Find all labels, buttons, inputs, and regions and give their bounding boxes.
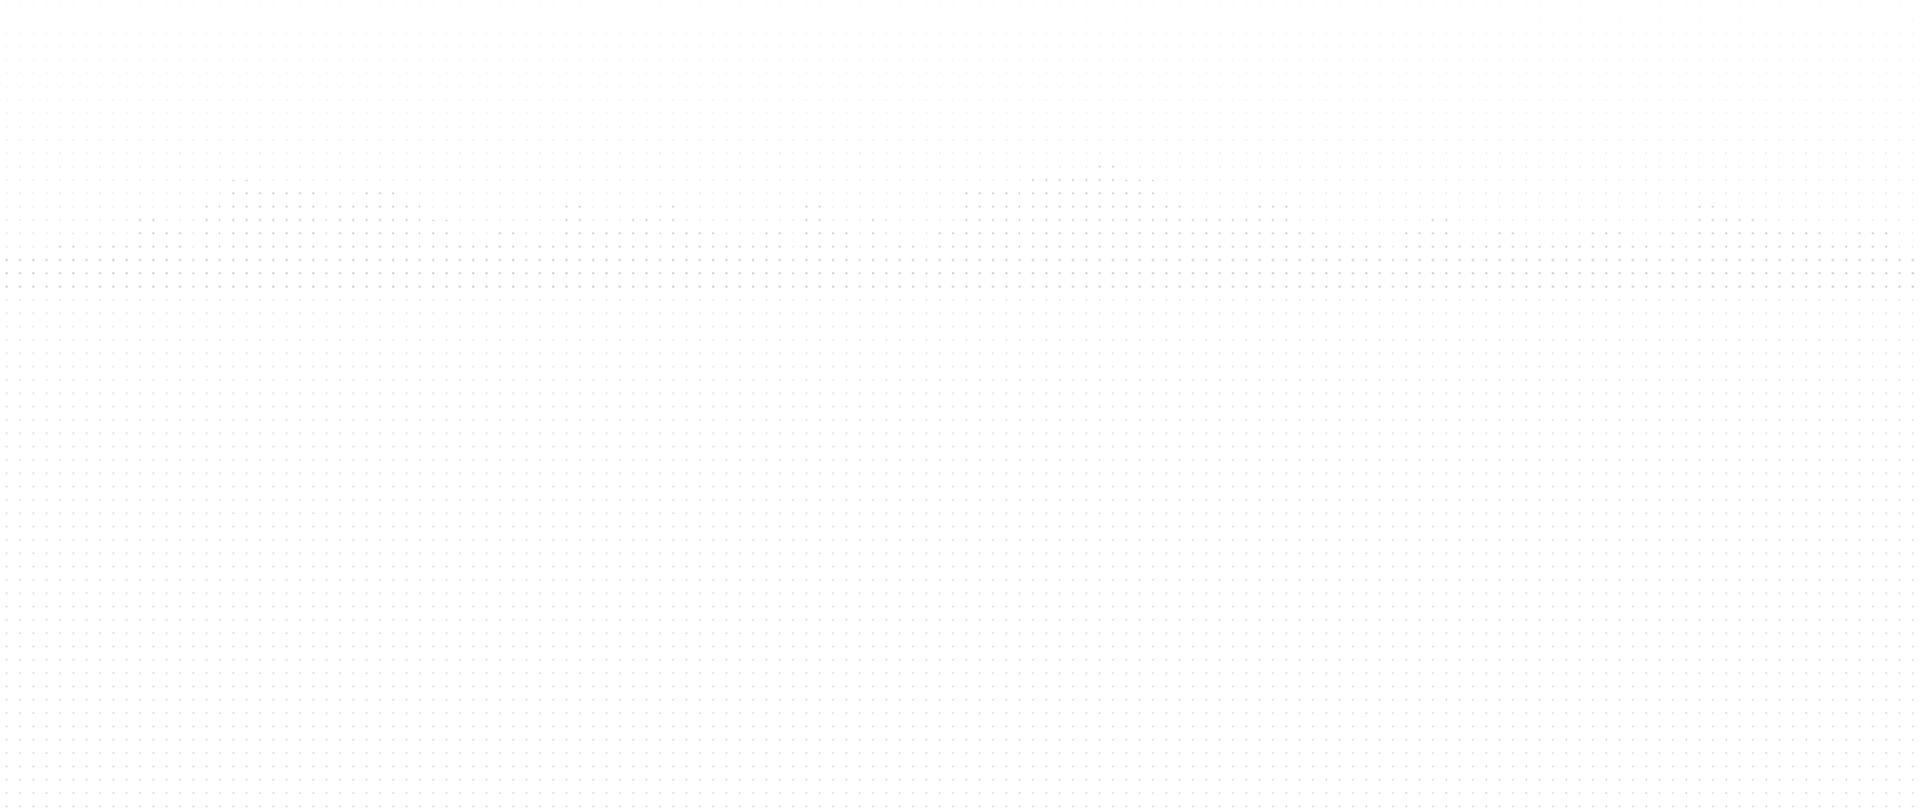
skyline-shape (1690, 206, 1720, 292)
skyline-shape (1628, 238, 1656, 292)
skyline-shape (48, 234, 82, 292)
skyline-shape (1158, 196, 1184, 292)
skyline-shape (862, 214, 886, 292)
skyline-shape (236, 164, 239, 292)
skyline-shape (1394, 230, 1424, 292)
skyline-shape (928, 228, 956, 292)
skyline-shape (1104, 142, 1107, 292)
skyline-shape (530, 242, 560, 292)
skyline-shape (1054, 168, 1088, 292)
skyline-shape (258, 188, 292, 292)
skyline-shape (360, 186, 394, 292)
skyline-shape (1024, 176, 1050, 292)
skyline-shape (592, 230, 626, 292)
skyline-shape (162, 228, 192, 292)
skyline-shape (1324, 234, 1358, 292)
skyline-shape (668, 162, 671, 292)
skyline-shape (1258, 204, 1290, 292)
skyline-shape (684, 222, 720, 292)
skyline-shape (0, 252, 40, 292)
skyline-shape (198, 200, 220, 292)
skyline-shape (132, 212, 158, 292)
skyline-shape (424, 220, 454, 292)
skyline-shape (1437, 196, 1440, 292)
skyline-shape (1724, 218, 1758, 292)
skyline-shape (330, 194, 356, 292)
skyline-shape (1828, 240, 1854, 292)
skyline-shape (1590, 222, 1624, 292)
skyline-shape (758, 228, 792, 292)
skyline-shape (990, 184, 1020, 292)
skyline-shape (498, 226, 526, 292)
skyline-shape (960, 192, 986, 292)
skyline-shape (90, 246, 130, 292)
skyline-shape (142, 192, 145, 292)
skyline-shape (458, 236, 494, 292)
skyline-shape (398, 204, 420, 292)
skyline-shape (1702, 190, 1705, 292)
skyline-shape (1660, 228, 1686, 292)
skyline-shape (630, 218, 656, 292)
skyline-shape (1362, 244, 1390, 292)
skyline-shape (1792, 224, 1824, 292)
skyline-shape (1896, 248, 1920, 292)
skyline-shape (574, 188, 577, 292)
skyline-shape (1762, 232, 1788, 292)
skyline-shape (296, 182, 326, 292)
skyline-shape (796, 204, 822, 292)
skyline-shape (226, 180, 252, 292)
skyline-shape (1560, 234, 1586, 292)
skyline-shape (1526, 246, 1556, 292)
skyline-shape (1428, 214, 1452, 292)
skyline-shape (724, 234, 754, 292)
skyline-shape (1226, 216, 1254, 292)
skyline-shape (1294, 222, 1320, 292)
skyline-shape (1858, 230, 1892, 292)
skyline-shape (1494, 226, 1522, 292)
skyline-shape (1456, 236, 1490, 292)
skyline-shape (1124, 180, 1154, 292)
skyline-shape (890, 240, 924, 292)
skyline-shape (826, 222, 858, 292)
skyline-shape (1188, 208, 1222, 292)
